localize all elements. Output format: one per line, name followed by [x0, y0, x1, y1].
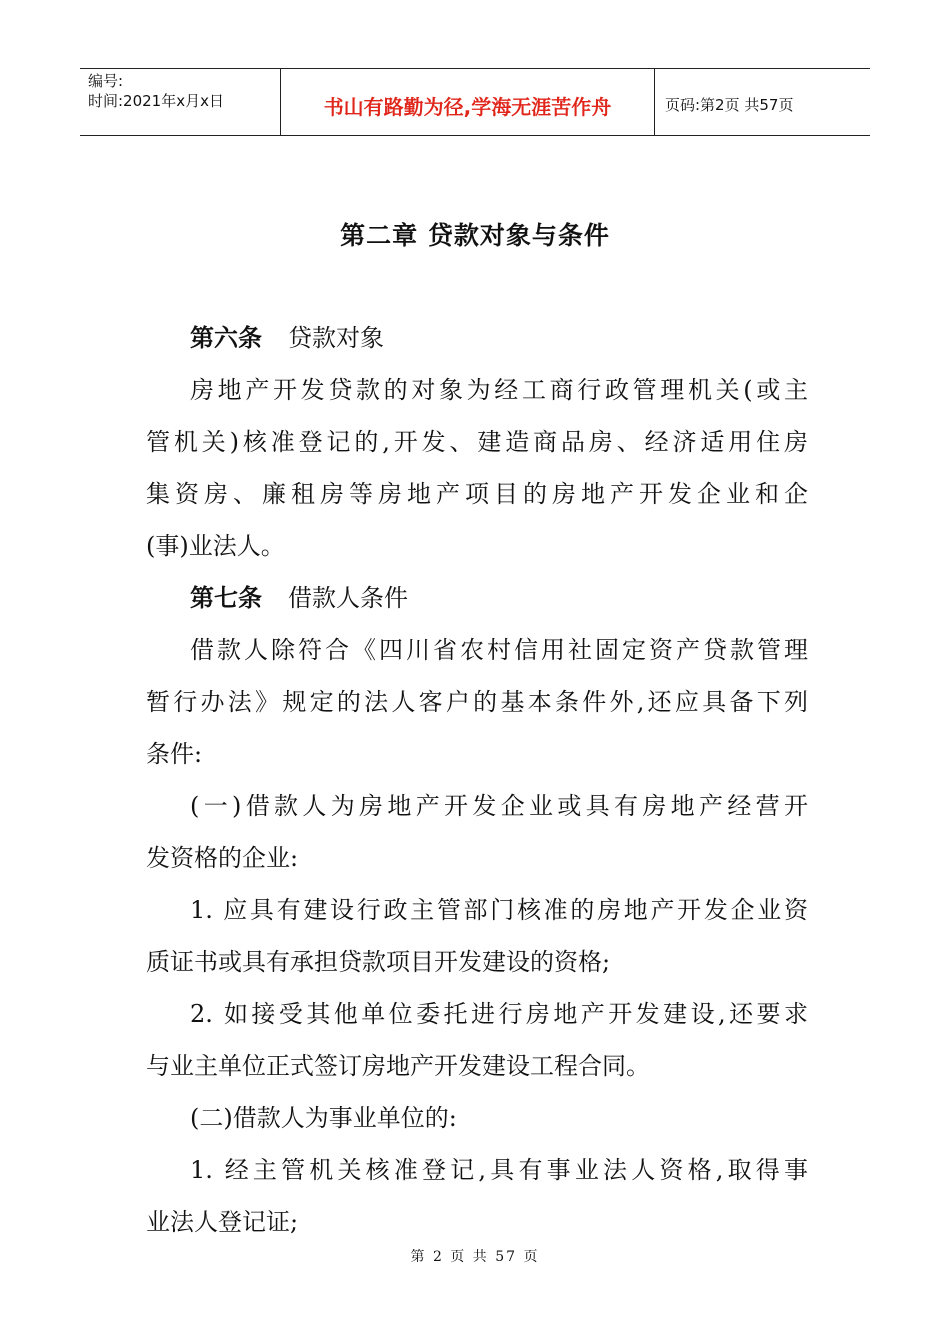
- header-motto: 书山有路勤为径,学海无涯苦作舟: [281, 69, 655, 135]
- document-body: [146, 312, 808, 1248]
- chapter-title: 第二章 贷款对象与条件: [340, 221, 610, 250]
- article-7-title: 借款人条件: [288, 584, 408, 612]
- article-6-heading: [146, 312, 808, 364]
- paragraph-line: 暂行办法》规定的法人客户的基本条件外,还应具备下列: [146, 688, 808, 716]
- paragraph-line: (一)借款人为房地产开发企业或具有房地产经营开: [190, 792, 808, 820]
- paragraph-line: 与业主单位正式签订房地产开发建设工程合同。: [146, 1052, 650, 1080]
- header-meta: [80, 69, 281, 135]
- paragraph-line: 2. 如接受其他单位委托进行房地产开发建设,还要求: [190, 1000, 808, 1028]
- paragraph-line: 1. 经主管机关核准登记,具有事业法人资格,取得事: [190, 1156, 808, 1184]
- paragraph-line: 条件:: [146, 740, 203, 768]
- article-7-heading: [146, 572, 808, 624]
- time-label: 时间:2021年x月x日: [88, 92, 224, 110]
- paragraph-line: 集资房、廉租房等房地产项目的房地产开发企业和企: [146, 480, 808, 508]
- paragraph-line: 质证书或具有承担贷款项目开发建设的资格;: [146, 948, 611, 976]
- paragraph-line: (事)业法人。: [146, 532, 285, 560]
- paragraph-line: 发资格的企业:: [146, 844, 299, 872]
- paragraph-line: 管机关)核准登记的,开发、建造商品房、经济适用住房: [146, 428, 808, 456]
- paragraph-line: 借款人除符合《四川省农村信用社固定资产贷款管理: [190, 636, 808, 664]
- article-7-label: 第七条: [190, 583, 262, 612]
- paragraph-line: 业法人登记证;: [146, 1208, 299, 1236]
- article-6-label: 第六条: [190, 323, 262, 352]
- article-6-title: 贷款对象: [288, 324, 384, 352]
- paragraph-line: 房地产开发贷款的对象为经工商行政管理机关(或主: [190, 376, 808, 404]
- number-label: 编号:: [88, 72, 124, 90]
- paragraph-line: 1. 应具有建设行政主管部门核准的房地产开发企业资: [190, 896, 808, 924]
- paragraph-line: (二)借款人为事业单位的:: [190, 1104, 457, 1132]
- page-footer: 第 2 页 共 57 页: [410, 1249, 540, 1265]
- page-header: [80, 68, 870, 136]
- header-page-info: 页码:第2页 共57页: [665, 95, 794, 114]
